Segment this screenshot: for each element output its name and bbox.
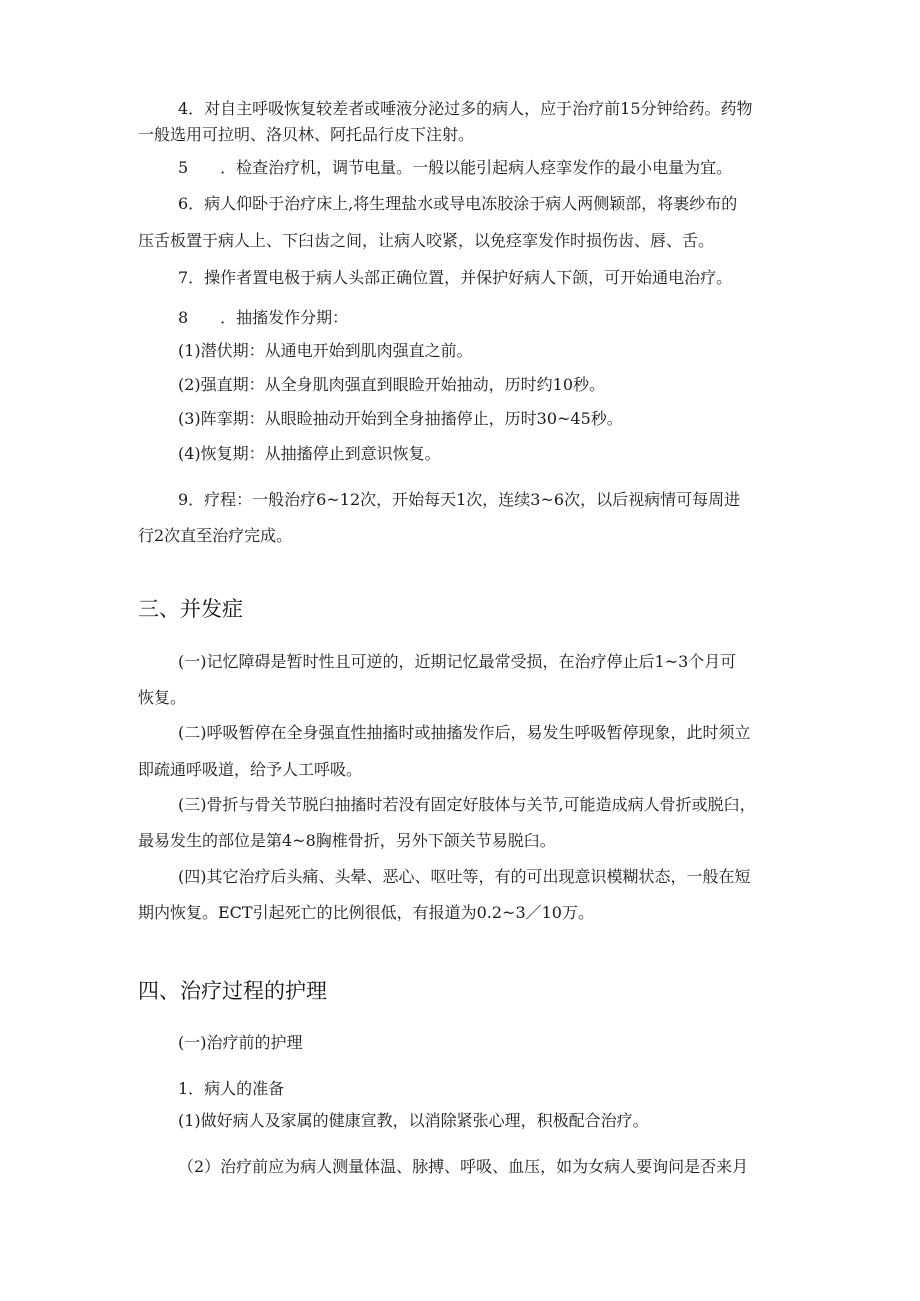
- p4-line2: 一般选用可拉明、洛贝林、阿托品行皮下注射。: [138, 125, 475, 144]
- p7-line: 7．操作者置电极于病人头部正确位置，并保护好病人下颌，可开始通电治疗。: [178, 268, 733, 287]
- p9-line1: 9．疗程：一般治疗6~12次，开始每天1次，连续3~6次，以后视病情可每周进: [178, 490, 741, 509]
- p5-line: 5 ．检查治疗机，调节电量。一般以能引起病人痉挛发作的最小电量为宜。: [178, 158, 733, 177]
- complication4-line2: 期内恢复。ECT引起死亡的比例很低，有报道为0.2~3／10万。: [138, 903, 594, 922]
- patient-prep-item2: （2）治疗前应为病人测量体温、脉搏、呼吸、血压，如为女病人要询问是否来月: [178, 1157, 749, 1176]
- complication4-line1: (四)其它治疗后头痛、头晕、恶心、呕吐等，有的可出现意识模糊状态，一般在短: [178, 867, 751, 886]
- complication2-line1: (二)呼吸暂停在全身强直性抽搐时或抽搐发作后，易发生呼吸暂停现象，此时须立: [178, 723, 751, 742]
- section3-heading: 三、并发症: [138, 597, 243, 621]
- p4-line1: 4．对自主呼吸恢复较差者或唾液分泌过多的病人，应于治疗前15分钟给药。药物: [178, 99, 753, 118]
- complication1-line2: 恢复。: [138, 688, 187, 707]
- p8-stage2: (2)强直期：从全身肌肉强直到眼睑开始抽动，历时约10秒。: [178, 375, 606, 394]
- p9-line2: 行2次直至治疗完成。: [138, 526, 293, 545]
- p6-line2: 压舌板置于病人上、下臼齿之间，让病人咬紧，以免痉挛发作时损伤齿、唇、舌。: [138, 231, 715, 250]
- p8-title: 8 ．抽搐发作分期：: [178, 308, 349, 327]
- p6-line1: 6．病人仰卧于治疗床上,将生理盐水或导电冻胶涂于病人两侧颖部，将裹纱布的: [178, 194, 738, 213]
- section4-subheading: (一)治疗前的护理: [178, 1033, 303, 1052]
- complication3-line1: (三)骨折与骨关节脱臼抽搐时若没有固定好肢体与关节,可能造成病人骨折或脱臼，: [178, 795, 756, 814]
- complication2-line2: 即疏通呼吸道，给予人工呼吸。: [138, 760, 363, 779]
- complication1-line1: (一)记忆障碍是暂时性且可逆的，近期记忆最常受损，在治疗停止后1~3个月可: [178, 652, 737, 671]
- p8-stage4: (4)恢复期：从抽搐停止到意识恢复。: [178, 444, 441, 463]
- patient-prep-item1: (1)做好病人及家属的健康宣教，以消除紧张心理，积极配合治疗。: [178, 1111, 649, 1130]
- p8-stage1: (1)潜伏期：从通电开始到肌肉强直之前。: [178, 341, 473, 360]
- section4-heading: 四、治疗过程的护理: [138, 979, 327, 1003]
- patient-prep-title: 1．病人的准备: [178, 1079, 285, 1098]
- p8-stage3: (3)阵挛期：从眼睑抽动开始到全身抽搐停止，历时30~45秒。: [178, 409, 623, 428]
- complication3-line2: 最易发生的部位是第4~8胸椎骨折，另外下颌关节易脱臼。: [138, 831, 556, 850]
